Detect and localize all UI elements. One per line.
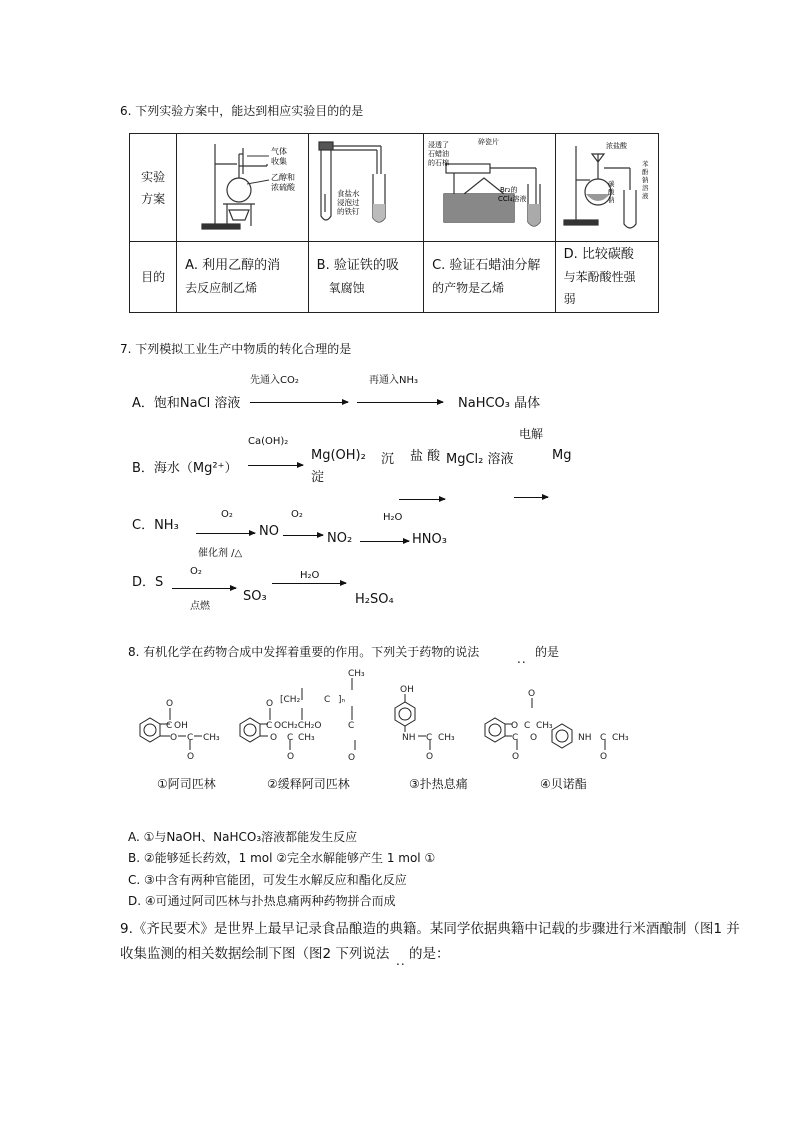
iron-corrosion-apparatus <box>309 134 423 238</box>
q8-stem: 8. 有机化学在药物合成中发挥着重要的作用。下列关于药物的说法 <box>128 645 480 659</box>
q7d-arrow1 <box>172 588 236 589</box>
q7b-mid1: Mg(OH)₂ <box>311 448 366 463</box>
q7a-cond1: 先通入CO₂ <box>250 375 299 386</box>
paraffin-cracking-apparatus <box>424 134 554 238</box>
benorilate-benzene-ring-1 <box>485 718 505 742</box>
q7d-prefix: D．S <box>132 575 164 590</box>
svg-text:钠: 钠 <box>641 176 649 184</box>
goal-d: D. 比较碳酸 与苯酚酸性强 弱 <box>555 242 658 313</box>
svg-text:CH₃: CH₃ <box>612 733 629 743</box>
goal-b: B. 验证铁的吸 氧腐蚀 <box>308 242 423 313</box>
svg-text:酚: 酚 <box>641 168 649 176</box>
svg-text:CH₃: CH₃ <box>438 733 455 743</box>
svg-text:O: O <box>511 721 519 731</box>
svg-text:C: C <box>512 733 519 743</box>
q7c-arrow3 <box>360 541 409 542</box>
svg-text:CH₃: CH₃ <box>348 669 365 679</box>
q7d-arrow2 <box>272 583 346 584</box>
q7a-product: NaHCO₃ 晶体 <box>458 396 541 411</box>
aspirin-benzene-ring <box>140 718 160 742</box>
q9-line2-end: 的是： <box>409 946 450 962</box>
q8-option-a: A. ①与NaOH、NaHCO₃溶液都能发生反应 <box>128 830 358 844</box>
apparatus-a-image <box>177 134 308 242</box>
q6-row2-label: 目的 <box>130 242 177 313</box>
svg-text:O: O <box>600 752 608 762</box>
q7a-cond2: 再通入NH₃ <box>369 375 419 386</box>
svg-text:O: O <box>287 752 295 762</box>
q9-line2: 收集监测的相关数据绘制下图（图2 下列说法 <box>120 946 390 962</box>
caption-slow-aspirin: ②缓释阿司匹林 <box>267 777 350 791</box>
q7c-prefix: C．NH₃ <box>132 518 179 533</box>
svg-text:O: O <box>166 699 174 709</box>
emphasis-dots-q9: .. <box>396 954 406 968</box>
q7b-cond3: 电解 <box>519 427 544 441</box>
q7c-product: HNO₃ <box>412 532 447 547</box>
q7b-product: Mg <box>552 448 572 463</box>
ethanol-dehydration-apparatus <box>177 134 307 238</box>
svg-text:OH: OH <box>400 685 414 695</box>
q7b-cond1: Ca(OH)₂ <box>248 436 289 447</box>
svg-text:钠: 钠 <box>607 196 615 204</box>
svg-text:碎瓷片: 碎瓷片 <box>478 138 500 146</box>
svg-text:苯: 苯 <box>641 160 649 168</box>
q7b-arrow1 <box>248 465 303 466</box>
q7d-product: H₂SO₄ <box>355 592 394 607</box>
svg-text:收集: 收集 <box>271 157 288 166</box>
q7d-cond1b: 点燃 <box>190 601 210 612</box>
svg-text:溶: 溶 <box>641 184 649 192</box>
caption-benorilate: ④贝诺酯 <box>540 777 587 791</box>
q7d-mid1: SO₃ <box>243 589 267 604</box>
svg-text:OCH₂CH₂O: OCH₂CH₂O <box>274 721 322 731</box>
q7b-mid1c: 淀 <box>311 470 325 485</box>
q9-line1: 9.《齐民要术》是世界上最早记录食品酿造的典籍。某同学依据典籍中记载的步骤进行米酒酿制（图1 并 <box>120 921 740 937</box>
svg-text:乙醇和: 乙醇和 <box>271 173 296 182</box>
paracetamol-benzene-ring <box>395 702 415 726</box>
svg-text:石蜡油: 石蜡油 <box>428 150 450 158</box>
svg-text:气体: 气体 <box>271 147 288 156</box>
svg-text:O: O <box>530 733 538 743</box>
svg-text:的铁钉: 的铁钉 <box>336 207 360 216</box>
caption-aspirin: ①阿司匹林 <box>157 777 216 791</box>
svg-text:CH₃: CH₃ <box>536 721 553 731</box>
q7b-prefix: B．海水（Mg²⁺） <box>132 461 238 476</box>
q7a-prefix: A．饱和NaCl 溶液 <box>132 396 241 411</box>
svg-text:O: O <box>528 689 536 699</box>
apparatus-d-image <box>555 134 658 242</box>
svg-text:]ₙ: ]ₙ <box>338 695 346 705</box>
svg-text:CH₃: CH₃ <box>203 733 220 743</box>
svg-text:浸透了: 浸透了 <box>428 141 450 149</box>
svg-text:NH: NH <box>402 733 416 743</box>
q7b-cond2: 盐 酸 <box>410 449 441 464</box>
svg-text:O: O <box>187 752 195 762</box>
svg-text:浸泡过: 浸泡过 <box>336 198 360 207</box>
acid-strength-apparatus <box>556 134 658 238</box>
q7c-arrow1 <box>196 533 255 534</box>
svg-text:液: 液 <box>641 192 649 200</box>
goal-a: A. 利用乙醇的消 去反应制乙烯 <box>177 242 308 313</box>
svg-text:CCl₄溶液: CCl₄溶液 <box>498 195 527 203</box>
svg-text:O: O <box>348 753 356 763</box>
svg-text:C: C <box>426 733 433 743</box>
svg-text:O: O <box>426 752 434 762</box>
q7c-cond1b: 催化剂 /△ <box>198 548 243 559</box>
q6-stem: 6. 下列实验方案中，能达到相应实验目的的是 <box>120 104 364 118</box>
q7d-cond2: H₂O <box>300 570 320 581</box>
q7b-arrow2 <box>399 499 445 500</box>
svg-text:C: C <box>324 695 331 705</box>
q7c-cond2: O₂ <box>291 509 303 520</box>
q7d-cond1: O₂ <box>190 566 202 577</box>
svg-text:食盐水: 食盐水 <box>336 189 360 198</box>
svg-text:C: C <box>166 721 173 731</box>
svg-text:C: C <box>524 721 531 731</box>
svg-text:酸: 酸 <box>607 188 615 196</box>
q8-option-b: B. ②能够延长药效，1 mol ②完全水解能够产生 1 mol ① <box>128 851 436 865</box>
svg-text:O: O <box>270 733 278 743</box>
q7c-mid1: NO <box>259 524 279 539</box>
svg-text:NH: NH <box>578 733 592 743</box>
q7c-cond3: H₂O <box>383 512 403 523</box>
q8-stem-end: 的是 <box>535 645 560 659</box>
q7b-mid1b: 沉 <box>381 452 395 467</box>
slow-aspirin-benzene-ring <box>240 718 260 742</box>
apparatus-b-image <box>308 134 423 242</box>
svg-text:Br₂的: Br₂的 <box>500 186 518 194</box>
apparatus-c-image <box>424 134 555 242</box>
q7c-mid2: NO₂ <box>327 531 353 546</box>
q8-option-d: D. ④可通过阿司匹林与扑热息痛两种药物拼合而成 <box>128 894 396 908</box>
q7b-arrow3 <box>514 497 548 498</box>
svg-text:C: C <box>348 721 355 731</box>
svg-text:碳: 碳 <box>607 180 615 188</box>
q6-table <box>129 133 659 313</box>
svg-text:的石棉: 的石棉 <box>428 159 450 167</box>
svg-text:O: O <box>512 752 520 762</box>
emphasis-dots: .. <box>517 652 527 666</box>
svg-text:C: C <box>266 721 273 731</box>
svg-text:[CH₂: [CH₂ <box>280 695 301 705</box>
svg-text:浓盐酸: 浓盐酸 <box>605 142 627 150</box>
svg-text:浓硫酸: 浓硫酸 <box>271 183 296 192</box>
svg-text:OH: OH <box>174 721 188 731</box>
svg-text:O: O <box>170 733 178 743</box>
svg-text:C: C <box>187 733 194 743</box>
q7b-mid2: MgCl₂ 溶液 <box>446 452 514 467</box>
q8-option-c: C. ③中含有两种官能团，可发生水解反应和酯化反应 <box>128 873 407 887</box>
q7-stem: 7. 下列模拟工业生产中物质的转化合理的是 <box>120 342 352 356</box>
svg-text:C: C <box>287 733 294 743</box>
drug-structures-figure <box>120 668 660 778</box>
svg-text:O: O <box>266 699 274 709</box>
q7a-arrow2 <box>357 402 443 403</box>
svg-text:CH₃: CH₃ <box>298 733 315 743</box>
goal-c: C. 验证石蜡油分解 的产物是乙烯 <box>424 242 555 313</box>
q7c-cond1: O₂ <box>221 509 233 520</box>
q7a-arrow1 <box>250 402 348 403</box>
benorilate-benzene-ring-2 <box>552 724 572 748</box>
q7c-arrow2 <box>283 535 323 536</box>
caption-paracetamol: ③扑热息痛 <box>409 777 468 791</box>
svg-text:C: C <box>600 733 607 743</box>
q6-row1-label: 实验 方案 <box>130 134 177 242</box>
